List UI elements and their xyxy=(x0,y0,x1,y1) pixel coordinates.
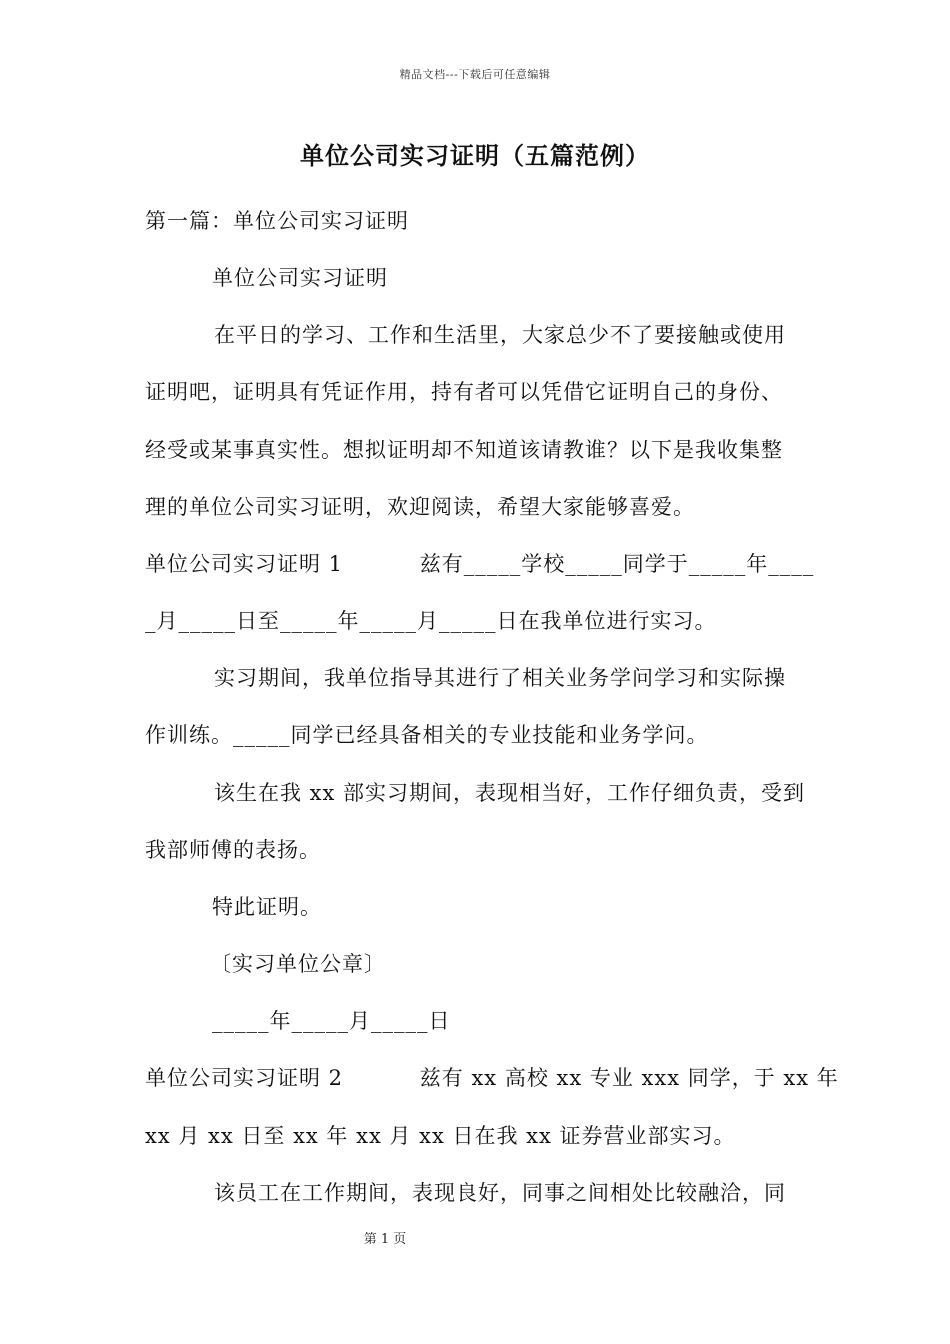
closing-line: 特此证明。 xyxy=(212,895,322,919)
subheading: 单位公司实习证明 xyxy=(212,266,388,290)
paragraph-line: 单位公司实习证明 1 兹有_____学校_____同学于_____年____ xyxy=(145,552,815,576)
paragraph-line: 证明吧，证明具有凭证作用，持有者可以凭借它证明自己的身份、 xyxy=(145,380,783,404)
page-header: 精品文档---下载后可任意编辑 xyxy=(399,68,551,81)
paragraph-line: 实习期间，我单位指导其进行了相关业务学问学习和实际操 xyxy=(214,666,786,690)
paragraph-line: 单位公司实习证明 2 兹有 xx 高校 xx 专业 xxx 同学，于 xx 年 xyxy=(145,1066,839,1090)
paragraph-line: xx 月 xx 日至 xx 年 xx 月 xx 日在我 xx 证券营业部实习。 xyxy=(145,1124,736,1148)
paragraph-line: 在平日的学习、工作和生活里，大家总少不了要接触或使用 xyxy=(214,323,786,347)
page-number: 第 1 页 xyxy=(363,1232,407,1247)
paragraph-line: 该员工在工作期间，表现良好，同事之间相处比较融洽，同 xyxy=(214,1181,786,1205)
paragraph-line: 作训练。_____同学已经具备相关的专业技能和业务学问。 xyxy=(145,723,709,747)
document-title: 单位公司实习证明（五篇范例） xyxy=(300,141,650,170)
section-heading: 第一篇：单位公司实习证明 xyxy=(145,209,409,233)
paragraph-line: 理的单位公司实习证明，欢迎阅读，希望大家能够喜爱。 xyxy=(145,495,695,519)
seal-line: 〔实习单位公章〕 xyxy=(210,952,386,976)
paragraph-line: 我部师傅的表扬。 xyxy=(145,838,321,862)
date-line: _____年_____月_____日 xyxy=(212,1009,451,1033)
paragraph-line: _月_____日至_____年_____月_____日在我单位进行实习。 xyxy=(145,609,717,633)
paragraph-line: 经受或某事真实性。想拟证明却不知道该请教谁？以下是我收集整 xyxy=(145,438,783,462)
paragraph-line: 该生在我 xx 部实习期间，表现相当好，工作仔细负责，受到 xyxy=(214,781,806,805)
